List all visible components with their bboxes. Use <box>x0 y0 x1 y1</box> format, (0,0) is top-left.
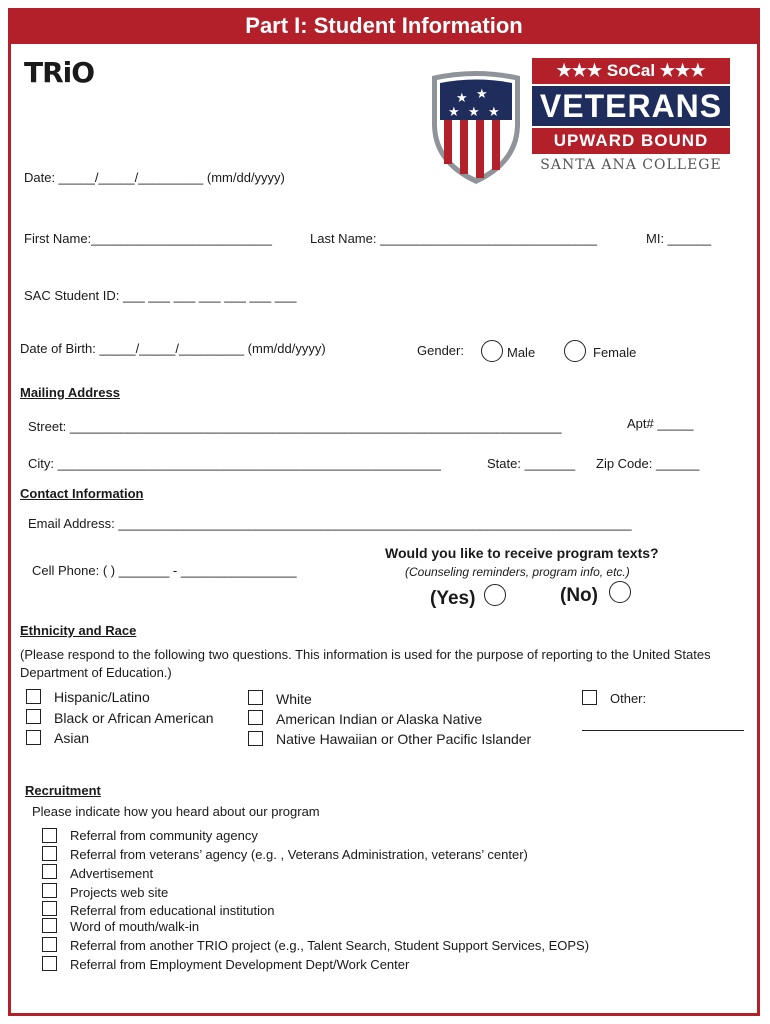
veterans-banner: VETERANS <box>532 86 730 126</box>
recruitment-option-label: Word of mouth/walk-in <box>70 919 200 934</box>
svg-text:★: ★ <box>476 87 488 102</box>
recruitment-checkbox-employment-development[interactable] <box>42 956 57 971</box>
native-hawaiian-label: Native Hawaiian or Other Pacific Islander <box>276 731 532 747</box>
other-ethnicity-input-line[interactable] <box>582 730 744 731</box>
asian-label: Asian <box>54 730 90 746</box>
mailing-address-heading: Mailing Address <box>20 385 120 400</box>
other-ethnicity-checkbox[interactable] <box>582 690 597 705</box>
ethnicity-heading: Ethnicity and Race <box>20 623 137 638</box>
black-african-american-checkbox[interactable] <box>26 709 41 724</box>
recruitment-checkbox-community-agency[interactable] <box>42 828 57 843</box>
recruitment-checkbox-web-site[interactable] <box>42 883 57 898</box>
recruitment-option-label: Projects web site <box>70 885 169 900</box>
white-checkbox[interactable] <box>248 690 263 705</box>
recruitment-heading: Recruitment <box>25 783 101 798</box>
city-field[interactable]: City: _____________________________________________________ <box>28 456 441 471</box>
hispanic-latino-checkbox[interactable] <box>26 689 41 704</box>
recruitment-option-label: Referral from veterans’ agency (e.g. , Veterans Administration, veterans’ center) <box>70 847 528 862</box>
american-indian-label: American Indian or Alaska Native <box>276 711 483 727</box>
trio-logo: TRiO <box>24 56 95 89</box>
other-ethnicity-label: Other: <box>610 691 647 706</box>
upward-bound-banner: UPWARD BOUND <box>532 128 730 154</box>
shield-icon <box>428 68 524 186</box>
recruitment-option-label: Referral from another TRIO project (e.g., Talent Search, Student Support Services, EOPS) <box>70 938 590 953</box>
college-name: SANTA ANA COLLEGE <box>540 157 722 173</box>
dob-field[interactable]: Date of Birth: _____/_____/_________ (mm/dd/yyyy) <box>20 341 326 356</box>
white-label: White <box>276 691 312 707</box>
black-african-american-label: Black or African American <box>54 710 214 726</box>
svg-text:★: ★ <box>488 105 500 120</box>
cell-phone-field[interactable]: Cell Phone: ( ) _______ - ________________ <box>32 563 297 578</box>
apt-field[interactable]: Apt# _____ <box>627 416 694 431</box>
date-field[interactable]: Date: _____/_____/_________ (mm/dd/yyyy) <box>24 170 285 185</box>
recruitment-checkbox-word-of-mouth[interactable] <box>42 918 57 933</box>
recruitment-checkbox-veterans-agency[interactable] <box>42 846 57 861</box>
svg-text:★: ★ <box>468 105 480 120</box>
recruitment-checkbox-educational-institution[interactable] <box>42 901 57 916</box>
last-name-field[interactable]: Last Name: ______________________________ <box>310 231 597 246</box>
gender-female-label: Female <box>593 345 637 360</box>
student-id-field[interactable]: SAC Student ID: ___ ___ ___ ___ ___ ___ ___ <box>24 288 297 303</box>
contact-information-heading: Contact Information <box>20 486 144 501</box>
gender-male-radio[interactable] <box>481 340 503 362</box>
recruitment-checkbox-advertisement[interactable] <box>42 864 57 879</box>
texts-question: Would you like to receive program texts? <box>385 545 659 561</box>
gender-male-label: Male <box>507 345 536 360</box>
gender-label: Gender: <box>417 343 464 358</box>
asian-checkbox[interactable] <box>26 730 41 745</box>
recruitment-option-label: Referral from educational institution <box>70 903 275 918</box>
socal-banner: ★★★ SoCal ★★★ <box>532 58 730 84</box>
mi-field[interactable]: MI: ______ <box>646 231 712 246</box>
recruitment-option-label: Advertisement <box>70 866 154 881</box>
street-field[interactable]: Street: ____________________________________________________________________ <box>28 419 562 434</box>
hispanic-latino-label: Hispanic/Latino <box>54 689 150 705</box>
texts-yes-label: (Yes) <box>430 588 476 609</box>
texts-no-radio[interactable] <box>609 581 631 603</box>
american-indian-checkbox[interactable] <box>248 710 263 725</box>
recruitment-checkbox-trio-project[interactable] <box>42 937 57 952</box>
state-field[interactable]: State: _______ <box>487 456 576 471</box>
native-hawaiian-checkbox[interactable] <box>248 731 263 746</box>
texts-no-label: (No) <box>560 585 598 606</box>
recruitment-prompt: Please indicate how you heard about our program <box>32 804 320 819</box>
svg-text:★: ★ <box>448 105 460 120</box>
texts-note: (Counseling reminders, program info, etc.) <box>405 565 630 579</box>
first-name-field[interactable]: First Name:_________________________ <box>24 231 272 246</box>
recruitment-option-label: Referral from community agency <box>70 828 258 843</box>
email-field[interactable]: Email Address: _______________________________________________________________________ <box>28 516 632 531</box>
gender-female-radio[interactable] <box>564 340 586 362</box>
recruitment-option-label: Referral from Employment Development Dept/Work Center <box>70 957 410 972</box>
page-title: Part I: Student Information <box>8 8 760 44</box>
zip-code-field[interactable]: Zip Code: ______ <box>596 456 700 471</box>
ethnicity-note: (Please respond to the following two questions. This information is used for the purpose of reporting to the United States Department of Education.) <box>20 647 711 680</box>
texts-yes-radio[interactable] <box>484 584 506 606</box>
svg-text:★: ★ <box>456 91 468 106</box>
